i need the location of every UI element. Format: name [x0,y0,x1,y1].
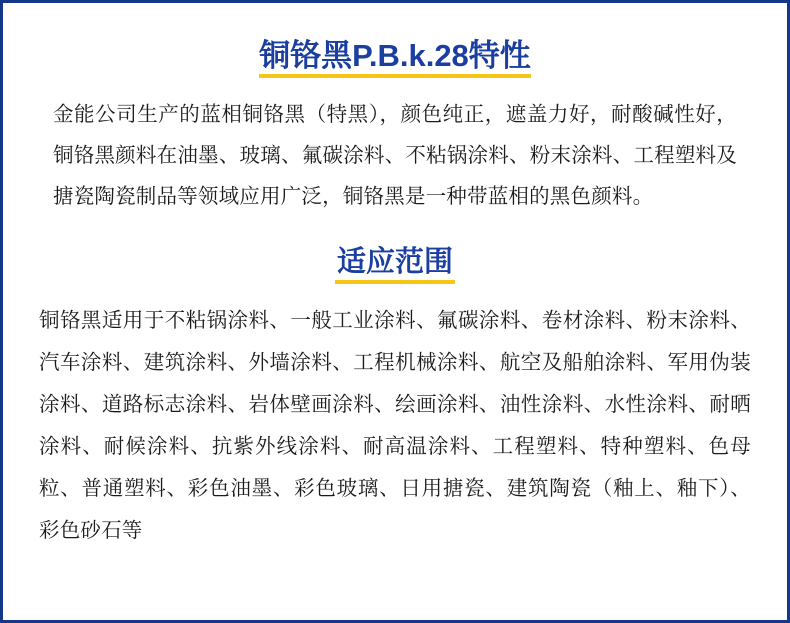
section-1-title-text: 铜铬黑P.B.k.28特性 [259,38,531,73]
section-1-body: 金能公司生产的蓝相铜铬黑（特黑），颜色纯正，遮盖力好，耐酸碱性好，铜铬黑颜料在油墨、玻璃、氟碳涂料、不粘锅涂料、粉末涂料、工程塑料及搪瓷陶瓷制品等领域应用广泛，铜铬黑是一种带蓝相的黑色颜料。 [53,103,737,209]
section-2-title-underline [335,280,455,284]
section-2-heading-row [37,245,753,284]
section-2-title-text: 适应范围 [336,246,453,279]
document-content [3,3,787,620]
section-1-title [257,37,533,78]
section-2-title [335,245,455,284]
section-2-body: 铜铬黑适用于不粘锅涂料、一般工业涂料、氟碳涂料、卷材涂料、粉末涂料、汽车涂料、建筑涂料、外墙涂料、工程机械涂料、航空及船舶涂料、军用伪装涂料、道路标志涂料、岩体壁画涂料、绘画涂料、油性涂料、水性涂料、耐晒涂料、耐候涂料、抗紫外线涂料、耐高温涂料、工程塑料、特种塑料、色母粒、普通塑料、彩色油墨、彩色玻璃、日用搪瓷、建筑陶瓷（釉上、釉下）、彩色砂石等 [39,308,751,543]
section-1-title-underline [259,74,531,78]
section-1-heading-row [37,37,753,78]
